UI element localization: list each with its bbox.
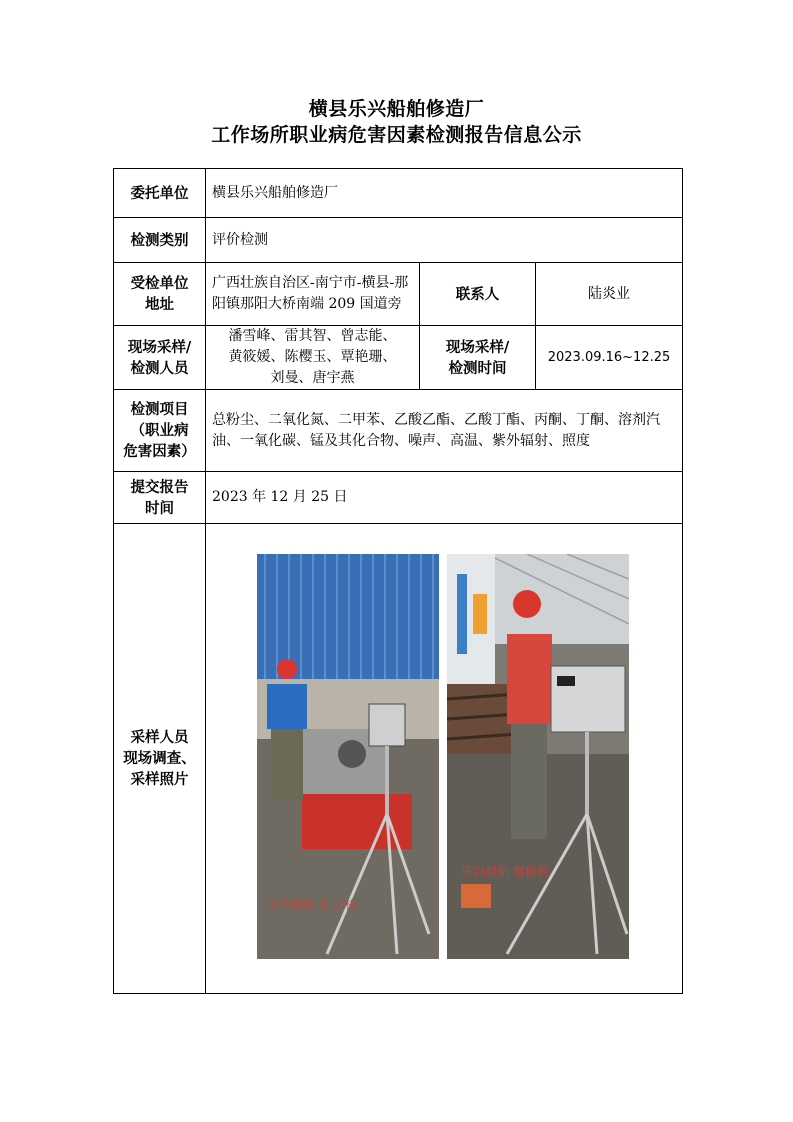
contact-value: 陆炎业 [536, 263, 683, 326]
report-label [114, 472, 206, 524]
items-value: 总粉尘、二氧化氮、二甲苯、乙酸乙酯、乙酸丁酯、丙酮、丁酮、溶剂汽油、一氧化碳、锰及其化合物、噪声、高温、紫外辐射、照度 [206, 390, 683, 472]
personnel-label [114, 326, 206, 390]
photos-label-line3: 采样照片 [130, 771, 189, 788]
contact-label: 联系人 [420, 263, 536, 326]
site-photo-edge-planer [257, 554, 439, 959]
time-label [420, 326, 536, 390]
items-label-line3: 危害因素） [123, 443, 196, 460]
address-value: 广西壮族自治区-南宁市-横县-那阳镇那阳大桥南端 209 国道旁 [206, 263, 420, 326]
personnel-line1: 潘雪峰、雷其智、曾志能、 [228, 328, 397, 344]
address-label [114, 263, 206, 326]
shearing-machine-photo-graphic [447, 554, 629, 959]
site-photo-shearing-machine [447, 554, 629, 959]
time-label-line1: 现场采样/ [445, 338, 510, 356]
photos-label-line2: 现场调查、 [123, 750, 196, 767]
photo1-caption: 乐兴船舶 刨边机 [269, 898, 357, 912]
photos-label-line1: 采样人员 [130, 729, 189, 746]
row-category [114, 218, 683, 263]
time-label-line2: 检测时间 [448, 359, 507, 377]
company-title: 横县乐兴船舶修造厂 [308, 98, 485, 120]
photos-cell [206, 524, 683, 994]
category-label: 检测类别 [114, 218, 206, 263]
row-client [114, 169, 683, 218]
address-label-line2: 地址 [145, 296, 174, 313]
page-title: 工作场所职业病危害因素检测报告信息公示 [211, 124, 582, 146]
client-value: 横县乐兴船舶修造厂 [206, 169, 683, 218]
personnel-line2: 黄筱媛、陈樱玉、覃艳珊、 [228, 349, 397, 365]
info-table [113, 168, 683, 994]
photo2-caption: 乐兴船舶 剪板机 [461, 865, 549, 879]
row-report-time [114, 472, 683, 524]
photos-label [114, 524, 206, 994]
personnel-label-line1: 现场采样/ [127, 338, 192, 356]
report-label-line1: 提交报告 [130, 478, 189, 496]
edge-planer-photo-graphic [257, 554, 439, 959]
row-address [114, 263, 683, 326]
row-personnel [114, 326, 683, 390]
items-label-line2: （职业病 [130, 422, 189, 439]
category-value: 评价检测 [206, 218, 683, 263]
personnel-value [206, 326, 420, 390]
personnel-line3: 刘曼、唐宇燕 [270, 370, 355, 386]
address-label-line1: 受检单位 [130, 275, 189, 292]
row-photos [114, 524, 683, 994]
items-label [114, 390, 206, 472]
time-value: 2023.09.16~12.25 [536, 326, 683, 390]
personnel-label-line2: 检测人员 [130, 359, 189, 377]
items-label-line1: 检测项目 [130, 401, 189, 418]
report-label-line2: 时间 [145, 499, 174, 517]
client-label: 委托单位 [114, 169, 206, 218]
report-value: 2023 年 12 月 25 日 [206, 472, 683, 524]
row-items [114, 390, 683, 472]
